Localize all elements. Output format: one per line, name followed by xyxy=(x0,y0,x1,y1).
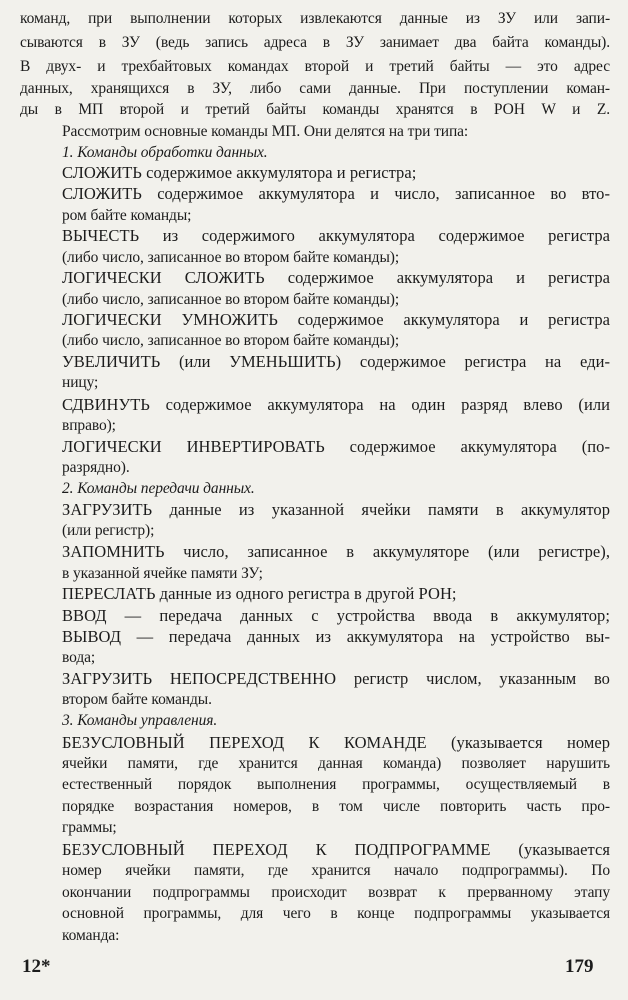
text-line: СЛОЖИТЬ содержимое аккумулятора и число, записанное во вто- xyxy=(62,184,610,203)
text-line: БЕЗУСЛОВНЫЙ ПЕРЕХОД К ПОДПРОГРАММЕ (указывается xyxy=(62,840,610,859)
text-line: БЕЗУСЛОВНЫЙ ПЕРЕХОД К КОМАНДЕ (указывается номер xyxy=(62,733,610,752)
section-heading: 2. Команды передачи данных. xyxy=(62,480,255,497)
text-line: ды в МП второй и третий байты команды хранятся в РОН W и Z. xyxy=(20,101,610,118)
text-line: ЛОГИЧЕСКИ УМНОЖИТЬ содержимое аккумулятора и регистра xyxy=(62,310,610,329)
text-line: основной программы, для чего в конце подпрограммы указывается xyxy=(62,905,610,922)
text-line: ницу; xyxy=(62,374,99,391)
text-line: (или регистр); xyxy=(62,522,155,539)
text-line: номер ячейки памяти, где хранится начало подпрограммы). По xyxy=(62,862,610,879)
text-line: В двух- и трехбайтовых командах второй и третий байты — это адрес xyxy=(20,58,610,75)
text-line: (либо число, записанное во втором байте команды); xyxy=(62,332,400,349)
text-line: порядке возрастания номеров, в том числе повторить часть про- xyxy=(62,798,610,815)
text-line: Рассмотрим основные команды МП. Они делятся на три типа: xyxy=(62,123,469,140)
signature-mark: 12* xyxy=(22,956,51,977)
text-line: ЛОГИЧЕСКИ ИНВЕРТИРОВАТЬ содержимое аккумулятора (по- xyxy=(62,437,610,456)
text-line: ВЫВОД — передача данных из аккумулятора на устройство вы- xyxy=(62,627,610,646)
text-line: естественный порядок выполнения программы, осуществляемый в xyxy=(62,776,610,793)
text-line: ВЫЧЕСТЬ из содержимого аккумулятора содержимое регистра xyxy=(62,226,610,245)
text-line: СЛОЖИТЬ содержимое аккумулятора и регистра; xyxy=(62,163,417,182)
text-line: разрядно). xyxy=(62,459,130,476)
text-line: вода; xyxy=(62,649,96,666)
text-line: ром байте команды; xyxy=(62,207,192,224)
text-line: СДВИНУТЬ содержимое аккумулятора на один разряд влево (или xyxy=(62,395,610,414)
text-line: втором байте команды. xyxy=(62,691,212,708)
text-line: ЛОГИЧЕСКИ СЛОЖИТЬ содержимое аккумулятора и регистра xyxy=(62,268,610,287)
text-line: данных, хранящихся в ЗУ, либо сами данные. При поступлении коман- xyxy=(20,80,610,97)
section-heading: 3. Команды управления. xyxy=(62,712,218,729)
text-line: вправо); xyxy=(62,417,116,434)
text-line: УВЕЛИЧИТЬ (или УМЕНЬШИТЬ) содержимое регистра на еди- xyxy=(62,352,610,371)
text-line: граммы; xyxy=(62,819,117,836)
text-line: окончании подпрограммы происходит возврат к прерванному этапу xyxy=(62,884,610,901)
text-line: сываются в ЗУ (ведь запись адреса в ЗУ занимает два байта команды). xyxy=(20,34,610,51)
section-heading: 1. Команды обработки данных. xyxy=(62,144,268,161)
text-line: ВВОД — передача данных с устройства ввода в аккумулятор; xyxy=(62,606,610,625)
page-number: 179 xyxy=(565,956,594,977)
text-line: ЗАГРУЗИТЬ данные из указанной ячейки памяти в аккумулятор xyxy=(62,500,610,519)
text-line: команда: xyxy=(62,927,120,944)
text-line: ЗАПОМНИТЬ число, записанное в аккумуляторе (или регистре), xyxy=(62,542,610,561)
text-line: ЗАГРУЗИТЬ НЕПОСРЕДСТВЕННО регистр числом, указанным во xyxy=(62,669,610,688)
text-line: команд, при выполнении которых извлекаются данные из ЗУ или запи- xyxy=(20,10,610,27)
text-line: в указанной ячейке памяти ЗУ; xyxy=(62,565,263,582)
text-line: ПЕРЕСЛАТЬ данные из одного регистра в другой РОН; xyxy=(62,584,457,603)
text-line: (либо число, записанное во втором байте команды); xyxy=(62,291,400,308)
text-line: ячейки памяти, где хранится данная команда) позволяет нарушить xyxy=(62,755,610,772)
text-line: (либо число, записанное во втором байте команды); xyxy=(62,249,400,266)
